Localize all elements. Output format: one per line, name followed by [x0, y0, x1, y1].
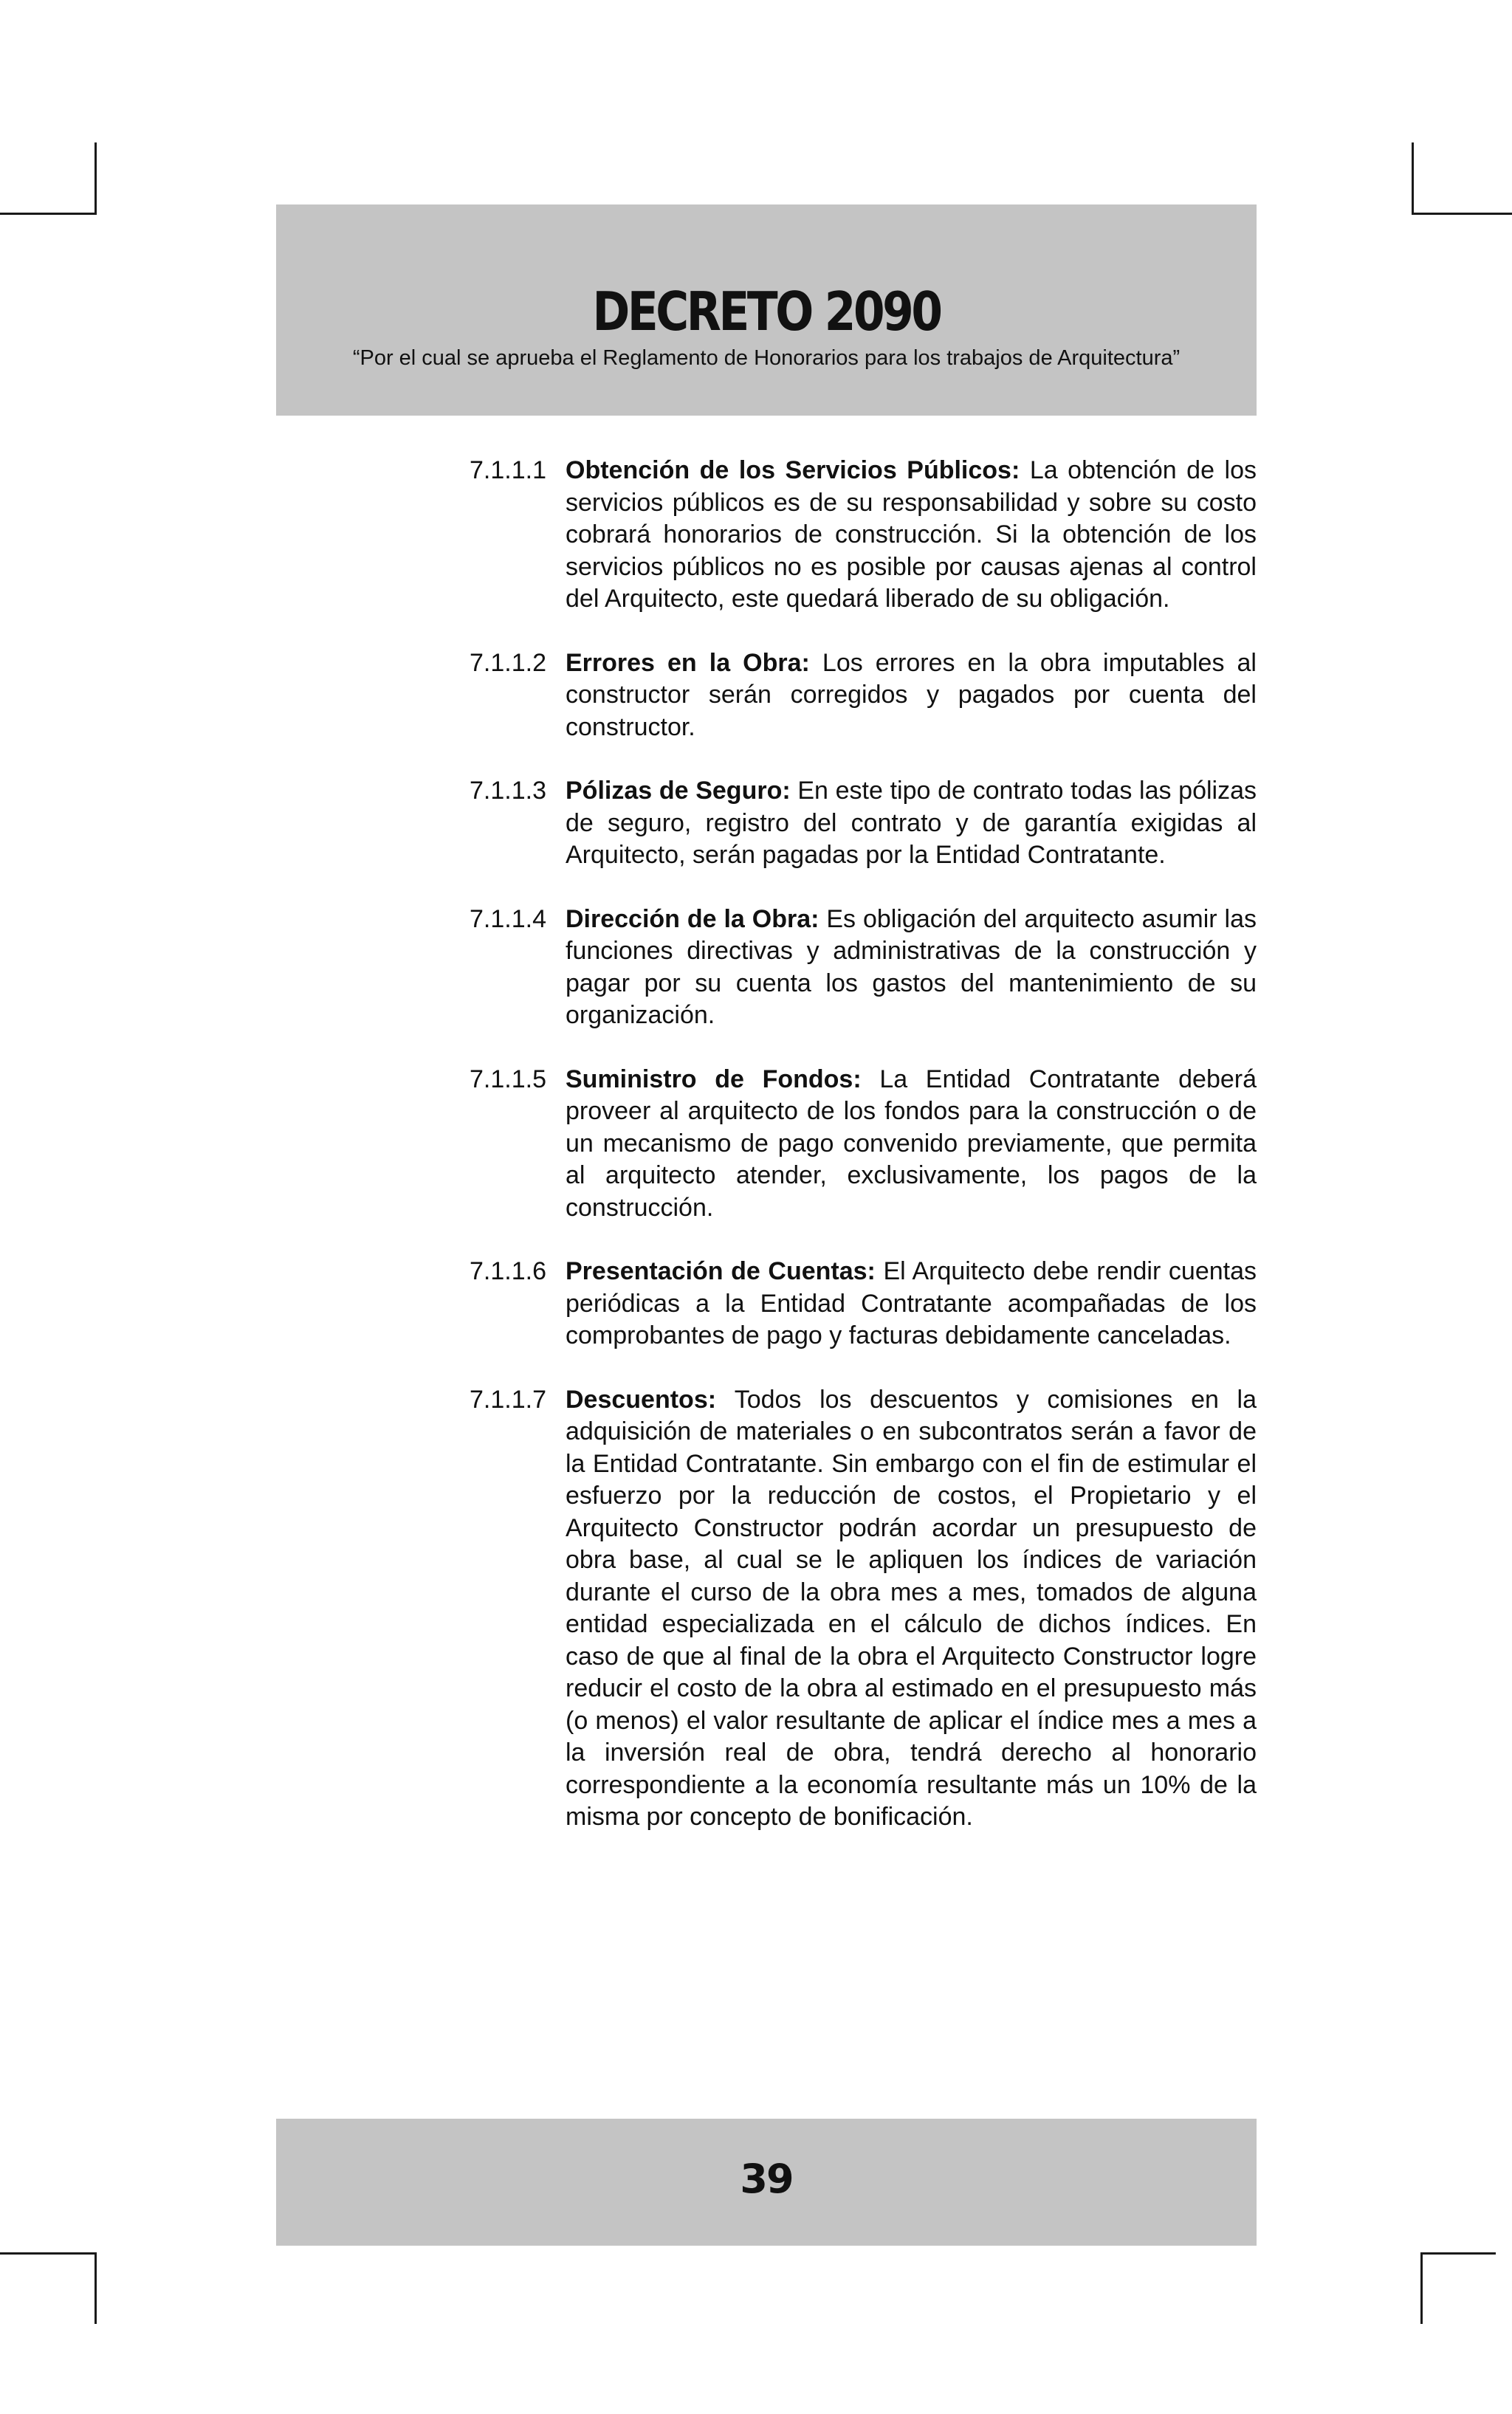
crop-mark-bottom-right-horizontal [1420, 2252, 1496, 2255]
clause-text: La obtención de los servicios públicos es de su responsabilidad y sobre su costo cobrará honorarios de construcción. Si la obtención de los servicios públicos no es posible por causas ajenas al control del Arquitecto, este quedará liberado de su obligación. [566, 456, 1257, 613]
clause-text: En este tipo de contrato todas las pólizas de seguro, registro del contrato y de garantía exigidas al Arquitecto, serán pagadas por la Entidad Contratante. [566, 777, 1257, 869]
clause-text: La Entidad Contratante deberá proveer al arquitecto de los fondos para la construcción o de un mecanismo de pago convenido previamente, que permita al arquitecto atender, exclusivamente, los pagos de la construcción. [566, 1065, 1257, 1222]
clause-7-1-1-4 [470, 904, 1257, 1032]
clause-7-1-1-5 [470, 1064, 1257, 1225]
clause-text: Todos los descuentos y comisiones en la adquisición de materiales o en subcontratos serán a favor de la Entidad Contratante. Sin embargo con el fin de estimular el esfuerzo por la reducción de costos, el Propietario y el Arquitecto Constructor podrán acordar un presupuesto de obra base, al cual se le apliquen los índices de variación durante el curso de la obra mes a mes, tomados de alguna entidad especializada en el cálculo de dichos índices. En caso de que al final de la obra el Arquitecto Constructor logre reducir el costo de la obra al estimado en el presupuesto más (o menos) el valor resultante de aplicar el índice mes a mes a la inversión real de obra, tendrá derecho al honorario correspondiente a la economía resultante más un 10% de la misma por concepto de bonificación. [566, 1385, 1257, 1831]
clause-text: Es obligación del arquitecto asumir las funciones directivas y administrativas de la construcción y pagar por su cuenta los gastos del mantenimiento de su organización. [566, 904, 1257, 1029]
clause-number: 7.1.1.6 [470, 1257, 546, 1285]
clause-7-1-1-3 [470, 775, 1257, 872]
document-subtitle: “Por el cual se aprueba el Reglamento de Honorarios para los trabajos de Arquitectura” [352, 346, 1181, 370]
clause-list [470, 455, 1257, 1865]
clause-heading: Presentación de Cuentas: [566, 1257, 884, 1285]
page-footer [276, 2119, 1257, 2246]
clause-number: 7.1.1.1 [470, 456, 546, 484]
clause-number: 7.1.1.4 [470, 904, 546, 933]
crop-mark-top-right-vertical [1412, 142, 1414, 214]
clause-7-1-1-7 [470, 1384, 1257, 1834]
crop-mark-top-left-vertical [94, 142, 97, 214]
clause-number: 7.1.1.3 [470, 777, 546, 805]
clause-heading: Obtención de los Servicios Públicos: [566, 456, 1030, 484]
clause-7-1-1-2 [470, 647, 1257, 744]
clause-number: 7.1.1.5 [470, 1065, 546, 1093]
clause-7-1-1-1 [470, 455, 1257, 616]
clause-number: 7.1.1.7 [470, 1385, 546, 1414]
clause-heading: Pólizas de Seguro: [566, 777, 798, 805]
clause-heading: Suministro de Fondos: [566, 1065, 880, 1093]
clause-7-1-1-6 [470, 1256, 1257, 1352]
clause-heading: Dirección de la Obra: [566, 904, 827, 933]
clause-text: Los errores en la obra imputables al constructor serán corregidos y pagados por cuenta del constructor. [566, 648, 1257, 741]
page-number: 39 [740, 2156, 793, 2202]
clause-heading: Errores en la Obra: [566, 648, 822, 677]
page-header [276, 204, 1257, 416]
crop-mark-bottom-left-vertical [94, 2252, 97, 2324]
document-title: DECRETO 2090 [592, 281, 941, 343]
clause-heading: Descuentos: [566, 1385, 735, 1414]
crop-mark-top-left-horizontal [0, 213, 97, 215]
clause-number: 7.1.1.2 [470, 648, 546, 677]
crop-mark-bottom-right-vertical [1420, 2252, 1423, 2324]
crop-mark-top-right-horizontal [1412, 213, 1512, 215]
crop-mark-bottom-left-horizontal [0, 2252, 97, 2255]
clause-text: El Arquitecto debe rendir cuentas periódicas a la Entidad Contratante acompañadas de los comprobantes de pago y facturas debidamente canceladas. [566, 1257, 1257, 1349]
